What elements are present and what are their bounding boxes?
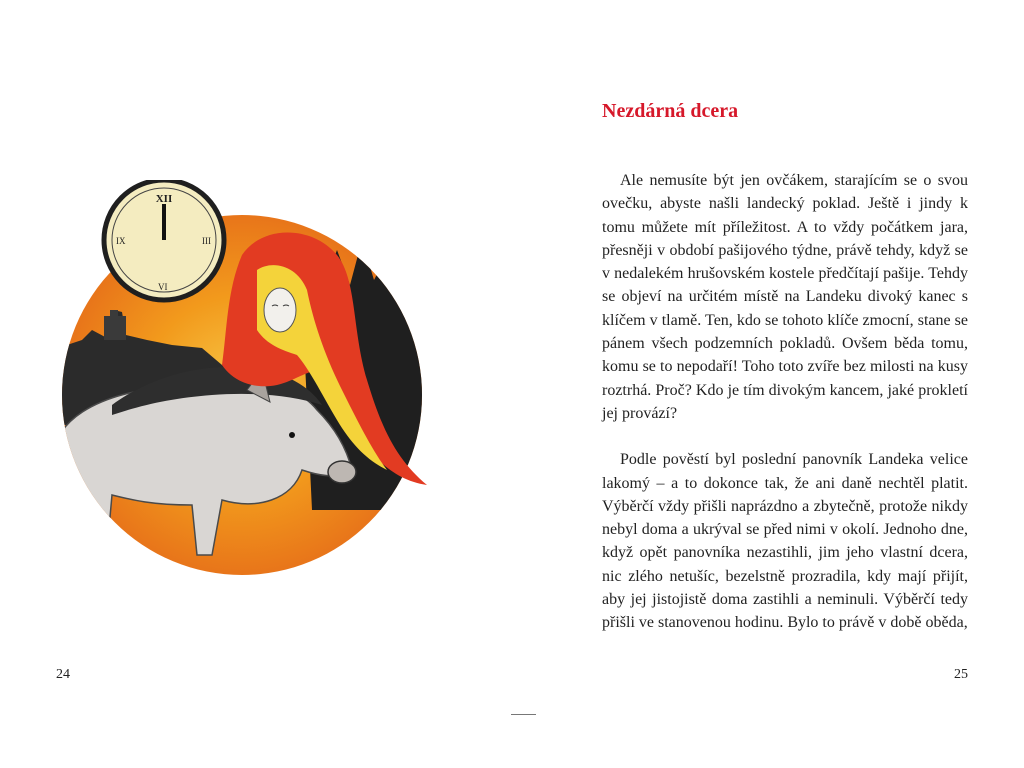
page-number-right: 25 bbox=[954, 667, 968, 682]
chapter-title: Nezdárná dcera bbox=[602, 100, 739, 122]
paragraph: Ale nemusíte být jen ovčákem, starajícím se o svou ovečku, abyste našli landecký poklad. Ještě i jindy k tomu můžete mít příležitost. A to vždy počátkem jara, přesněji v období pašijového týdne, právě tehdy, když se v nedalekém hrušovském kostele předčítají pašije. Tehdy se objeví na určitém místě na Landeku divoký kanec s klíčem v tlamě. Ten, kdo se tohoto klíče zmocní, stane se pánem všech podzemních pokladů. Ovšem běda tomu, komu se to nepodaří! Toho toto zvíře bez milosti na kusy roztrhá. Proč? Kdo je tím divokým kancem, jaké prokletí jej provází? bbox=[602, 172, 968, 422]
page-number-left: 24 bbox=[56, 667, 70, 682]
boar-snout bbox=[328, 461, 356, 483]
clock-numeral-ix: IX bbox=[116, 236, 126, 246]
clock-label: XII bbox=[155, 193, 173, 205]
boar-eye bbox=[289, 432, 295, 438]
boar-illustration bbox=[52, 180, 432, 580]
paragraph: Podle pověstí byl poslední panovník Landeka velice lakomý – a to dokonce tak, že ani daně nechtěl platit. Výběrčí vždy přišli naprázdno a zbytečně, protože nikdy nebyl doma a ukrýval se před nimi v okolí. Jednoho dne, když opět panovníka nezastihli, jim jeho vlastní dcera, nic zlého netušíc, bezelstně prozradila, kdy mají přijít, aby jej jistojistě doma zastihli a neminuli. Výběrčí tedy přišli ve stanovenou hodinu. Bylo to právě v době oběda, bbox=[602, 451, 968, 632]
maiden-face bbox=[264, 288, 296, 332]
clock bbox=[104, 180, 224, 300]
spine-divider bbox=[511, 714, 536, 715]
clock-numeral-vi: VI bbox=[158, 282, 168, 292]
clock-numeral-iii: III bbox=[202, 236, 211, 246]
story-text bbox=[602, 169, 968, 635]
